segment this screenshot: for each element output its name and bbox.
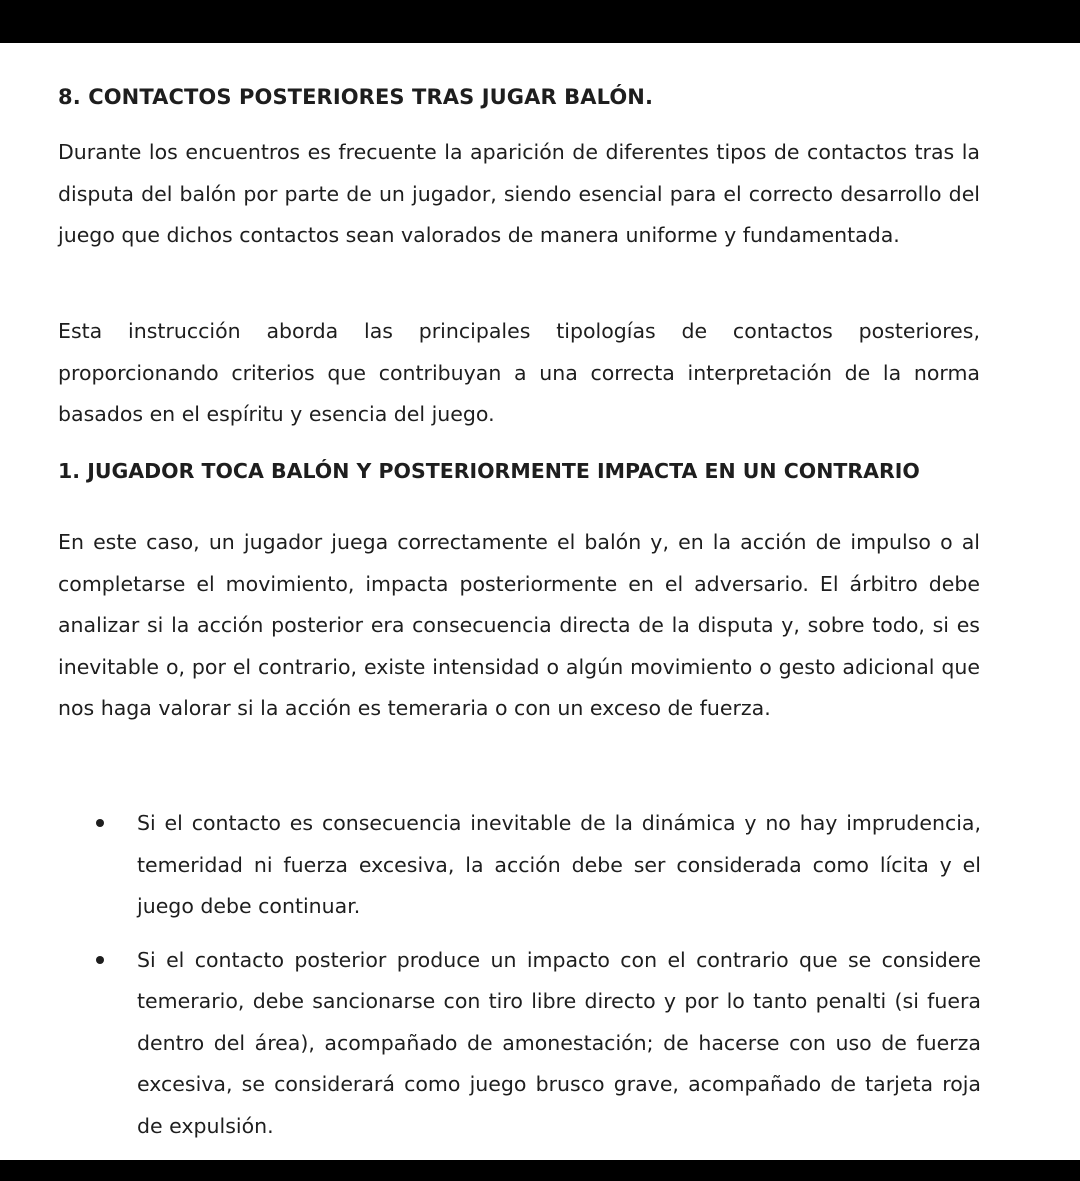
bullet-icon	[96, 956, 104, 964]
section-heading: 8. CONTACTOS POSTERIORES TRAS JUGAR BALÓN.	[58, 85, 654, 109]
document-page[interactable]	[0, 43, 1080, 1160]
bullet-list	[58, 803, 982, 1159]
paragraph-scope: Esta instrucción aborda las principales tipologías de contactos posteriores, proporcionando criterios que contribuyan a una correcta interpretación de la norma basados en el espíritu y esencia del juego.	[58, 319, 980, 426]
paragraph-intro: Durante los encuentros es frecuente la aparición de diferentes tipos de contactos tras la disputa del balón por parte de un jugador, siendo esencial para el correcto desarrollo del juego que dichos contactos sean valorados de manera uniforme y fundamentada.	[58, 140, 980, 247]
subsection-heading: 1. JUGADOR TOCA BALÓN Y POSTERIORMENTE IMPACTA EN UN CONTRARIO	[58, 459, 920, 483]
bullet-icon	[96, 819, 104, 827]
bullet-text: Si el contacto es consecuencia inevitable de la dinámica y no hay imprudencia, temeridad ni fuerza excesiva, la acción debe ser considerada como lícita y el juego debe continuar.	[137, 811, 981, 918]
bottom-black-bar	[0, 1160, 1080, 1181]
paragraph-case-description: En este caso, un jugador juega correctamente el balón y, en la acción de impulso o al completarse el movimiento, impacta posteriormente en el adversario. El árbitro debe analizar si la acción posterior era consecuencia directa de la disputa y, sobre todo, si es inevitable o, por el contrario, existe intensidad o algún movimiento o gesto adicional que nos haga valorar si la acción es temeraria o con un exceso de fuerza.	[58, 530, 980, 720]
bullet-text: Si el contacto posterior produce un impacto con el contrario que se considere temerario, debe sancionarse con tiro libre directo y por lo tanto penalti (si fuera dentro del área), acompañado de amonestación; de hacerse con uso de fuerza excesiva, se considerará como juego brusco grave, acompañado de tarjeta roja de expulsión.	[137, 947, 981, 1138]
list-item	[58, 803, 982, 928]
list-item	[58, 940, 982, 1148]
top-black-bar	[0, 0, 1080, 43]
